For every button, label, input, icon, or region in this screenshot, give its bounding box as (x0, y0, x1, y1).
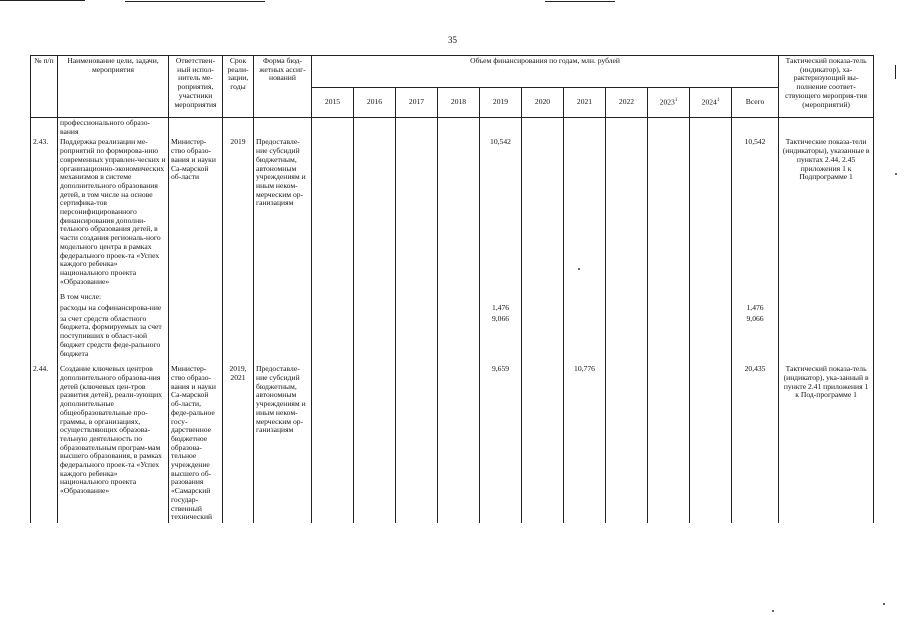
cell-value-2022 (606, 137, 648, 292)
cell-term (223, 118, 254, 138)
cell-value-2016 (354, 118, 396, 138)
scan-mark (0, 0, 85, 1)
cell-total: 9,066 (732, 314, 779, 365)
footnote-mark-2024: 1 (716, 98, 720, 104)
cell-responsible: Министер-ство образо-вания и науки Са-марской об-ласти (169, 137, 223, 292)
cell-value-2020 (522, 314, 564, 365)
cell-form (254, 303, 312, 314)
cell-value-2020 (522, 303, 564, 314)
table-row (31, 364, 874, 523)
cell-value-2019: 1,476 (480, 303, 522, 314)
cell-value-2021: 10,776 (564, 364, 606, 523)
cell-num: 2.43. (31, 137, 58, 292)
cell-value-2020 (522, 137, 564, 292)
cell-value-2022 (606, 118, 648, 138)
cell-value-2019: 10,542 (480, 137, 522, 292)
cell-value-2015 (312, 118, 354, 138)
cell-num (31, 303, 58, 314)
cell-term (223, 303, 254, 314)
header-num: № п/п (31, 56, 58, 118)
cell-value-2018 (438, 137, 480, 292)
cell-name: В том числе: (58, 292, 169, 303)
cell-responsible (169, 118, 223, 138)
cell-value-2018 (438, 292, 480, 303)
cell-num (31, 118, 58, 138)
year-2024: 2024$^1$ (690, 88, 732, 118)
cell-value-2016 (354, 137, 396, 292)
cell-responsible (169, 292, 223, 303)
cell-responsible: Министер-ство образо-вания и науки Са-марской об-ласти, феде-ральное госу-дарственное бюджетное образова-тельное учреждение высшего об-разования «Самарский государ-ственный технический (169, 364, 223, 523)
cell-form (254, 314, 312, 365)
cell-value-2021 (564, 118, 606, 138)
cell-value-2023 (648, 364, 690, 523)
cell-name: расходы на софинансирова-ние (58, 303, 169, 314)
cell-term (223, 292, 254, 303)
cell-indicator (779, 118, 874, 138)
cell-value-2015 (312, 137, 354, 292)
cell-value-2023 (648, 292, 690, 303)
cell-value-2024 (690, 314, 732, 365)
header-funding: Объем финансирования по годам, млн. рублей (312, 56, 779, 88)
cell-total: 20,435 (732, 364, 779, 523)
cell-total (732, 292, 779, 303)
cell-value-2020 (522, 292, 564, 303)
table-row (31, 118, 874, 138)
cell-term: 2019, 2021 (223, 364, 254, 523)
cell-value-2015 (312, 314, 354, 365)
cell-value-2016 (354, 314, 396, 365)
cell-term: 2019 (223, 137, 254, 292)
header-form: Форма бюд-жетных ассиг-нований (254, 56, 312, 118)
cell-num: 2.44. (31, 364, 58, 523)
table-row (31, 303, 874, 314)
cell-indicator: Тактические показа-тели (индикаторы), указанные в пунктах 2.44, 2.45 приложения 1 к Подпрограмме 1 (779, 137, 874, 292)
cell-name: Создание ключевых центров дополнительного образова-ния детей (ключевых цен-тров развития детей), реали-зующих дополнительные общеобразовательные про-граммы, в организациях, осуществляющих образова-тельную деятельность по образовательным програм-мам высшего образования, в рамках федерального проек-та «Успех каждого ребенка» национального проекта «Образование» (58, 364, 169, 523)
cell-value-2021 (564, 303, 606, 314)
header-responsible: Ответствен-ный испол-нитель ме-роприятия, участники мероприятия (169, 56, 223, 118)
cell-value-2017 (396, 303, 438, 314)
cell-value-2024 (690, 292, 732, 303)
cell-value-2022 (606, 364, 648, 523)
year-2019: 2019 (480, 88, 522, 118)
cell-value-2017 (396, 292, 438, 303)
cell-value-2017 (396, 118, 438, 138)
scan-mark (895, 65, 896, 79)
header-name: Наименование цели, задачи, мероприятия (58, 56, 169, 118)
cell-value-2020 (522, 118, 564, 138)
scan-speck (895, 173, 897, 175)
cell-value-2023 (648, 314, 690, 365)
scan-mark (125, 1, 265, 2)
cell-value-2024 (690, 137, 732, 292)
cell-value-2018 (438, 364, 480, 523)
cell-value-2022 (606, 303, 648, 314)
cell-indicator (779, 303, 874, 314)
cell-value-2019 (480, 292, 522, 303)
cell-total: 10,542 (732, 137, 779, 292)
table-row (31, 314, 874, 365)
cell-value-2019 (480, 118, 522, 138)
footnote-mark-2023: 1 (674, 98, 678, 104)
header-indicator: Тактический показа-тель (индикатор), ха-рактеризующий вы-полнение соответ-ствующего мероприя-тия (мероприятий) (779, 56, 874, 118)
year-2018: 2018 (438, 88, 480, 118)
cell-value-2017 (396, 314, 438, 365)
cell-value-2023 (648, 118, 690, 138)
cell-responsible (169, 314, 223, 365)
funding-table (30, 55, 874, 523)
cell-value-2021 (564, 137, 606, 292)
scan-speck (772, 610, 774, 612)
cell-form (254, 118, 312, 138)
scan-speck (578, 268, 580, 270)
cell-value-2023 (648, 137, 690, 292)
cell-value-2015 (312, 292, 354, 303)
year-2022: 2022 (606, 88, 648, 118)
cell-value-2019: 9,066 (480, 314, 522, 365)
page-number: 35 (448, 35, 457, 45)
cell-term (223, 314, 254, 365)
year-2016: 2016 (354, 88, 396, 118)
cell-value-2017 (396, 137, 438, 292)
cell-form (254, 292, 312, 303)
table-row (31, 292, 874, 303)
scan-mark (545, 1, 615, 2)
cell-indicator (779, 292, 874, 303)
cell-value-2024 (690, 118, 732, 138)
cell-value-2017 (396, 364, 438, 523)
cell-value-2024 (690, 303, 732, 314)
cell-value-2016 (354, 364, 396, 523)
cell-value-2022 (606, 292, 648, 303)
scan-speck (883, 603, 885, 605)
cell-form: Предоставле-ние субсидий бюджетным, автономным учреждениям и иным неком-мерческим ор-ганизациям (254, 364, 312, 523)
cell-value-2019: 9,659 (480, 364, 522, 523)
cell-value-2016 (354, 292, 396, 303)
header-total: Всего (732, 88, 779, 118)
cell-value-2021 (564, 292, 606, 303)
year-2023: 2023$^1$ (648, 88, 690, 118)
cell-value-2022 (606, 314, 648, 365)
cell-num (31, 292, 58, 303)
cell-indicator: Тактический показа-тель (индикатор), ука-занный в пункте 2.41 приложения 1 к Под-программе 1 (779, 364, 874, 523)
header-term: Срок реали-зации, годы (223, 56, 254, 118)
cell-form: Предоставле-ние субсидий бюджетным, автономным учреждениям и иным неком-мерческим ор-ганизациям (254, 137, 312, 292)
cell-total: 1,476 (732, 303, 779, 314)
cell-name: профессионального образо-вания (58, 118, 169, 138)
cell-responsible (169, 303, 223, 314)
cell-value-2023 (648, 303, 690, 314)
cell-value-2015 (312, 303, 354, 314)
year-2021: 2021 (564, 88, 606, 118)
cell-value-2018 (438, 118, 480, 138)
year-2017: 2017 (396, 88, 438, 118)
cell-value-2020 (522, 364, 564, 523)
table-body (31, 118, 874, 523)
cell-indicator (779, 314, 874, 365)
cell-value-2016 (354, 303, 396, 314)
table-row (31, 137, 874, 292)
year-2020: 2020 (522, 88, 564, 118)
cell-value-2018 (438, 303, 480, 314)
cell-value-2021 (564, 314, 606, 365)
year-2015: 2015 (312, 88, 354, 118)
cell-num (31, 314, 58, 365)
cell-name: за счет средств областного бюджета, формируемых за счет поступивших в област-ной бюджет средств феде-рального бюджета (58, 314, 169, 365)
cell-value-2015 (312, 364, 354, 523)
cell-name: Поддержка реализации ме-роприятий по формирова-нию современных управлен-ческих и организационно-экономических механизмов в системе дополнительного образования детей, в том числе на основе сертифика-тов персонифицированного финансирования дополни-тельного образования детей, в части создания региональ-ного модельного центра в рамках федерального проек-та «Успех каждого ребенка» национального проекта «Образование» (58, 137, 169, 292)
cell-value-2024 (690, 364, 732, 523)
cell-value-2018 (438, 314, 480, 365)
cell-total (732, 118, 779, 138)
